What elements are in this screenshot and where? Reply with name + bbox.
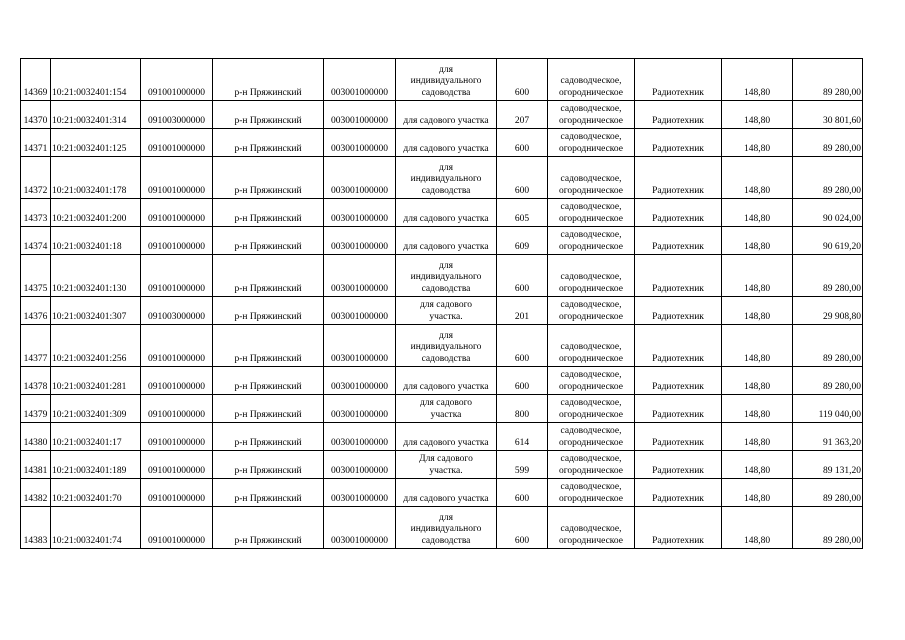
permitted-use-line: участка. [429, 465, 463, 476]
land-category-cell [548, 199, 635, 227]
permitted-use-cell [396, 325, 497, 367]
permitted-use-cell [396, 227, 497, 255]
permitted-use-cell [396, 199, 497, 227]
group-name-cell: Радиотехник [635, 199, 722, 227]
cadastral-value-cell: 90 024,00 [793, 199, 863, 227]
cadastral-value-cell: 89 280,00 [793, 507, 863, 549]
permitted-use-line: садоводства [421, 283, 471, 294]
rate-cell: 148,80 [722, 101, 793, 129]
row-number-cell: 14372 [21, 157, 51, 199]
land-category-line: садоводческое, [560, 174, 622, 184]
cadastral-value-cell: 29 908,80 [793, 297, 863, 325]
cadastral-number-cell: 10:21:0032401:154 [51, 59, 141, 101]
area-cell: 600 [497, 367, 548, 395]
okato-code-cell: 091001000000 [141, 325, 213, 367]
land-category-line: огородническое [558, 87, 624, 98]
oktmo-code-cell: 003001000000 [324, 479, 396, 507]
permitted-use-cell [396, 101, 497, 129]
group-name-cell: Радиотехник [635, 423, 722, 451]
land-category-cell [548, 367, 635, 395]
oktmo-code-cell: 003001000000 [324, 423, 396, 451]
permitted-use-line: индивидуального [410, 174, 482, 184]
cadastral-value-cell: 90 619,20 [793, 227, 863, 255]
group-name-cell: Радиотехник [635, 451, 722, 479]
permitted-use-line: для садового участка [403, 241, 489, 252]
oktmo-code-cell: 003001000000 [324, 199, 396, 227]
okato-code-cell: 091001000000 [141, 479, 213, 507]
land-category-line: садоводческое, [560, 104, 622, 114]
area-cell: 614 [497, 423, 548, 451]
land-category-line: огородническое [558, 353, 624, 364]
cadastral-value-cell: 119 040,00 [793, 395, 863, 423]
permitted-use-line: для садового участка [403, 437, 489, 448]
land-category-line: садоводческое, [560, 300, 622, 310]
row-number-cell: 14375 [21, 255, 51, 297]
permitted-use-line: для садового участка [403, 381, 489, 392]
land-category-line: садоводческое, [560, 202, 622, 212]
table-row [21, 507, 863, 549]
row-number-cell: 14382 [21, 479, 51, 507]
permitted-use-line: для садового участка [403, 115, 489, 126]
okato-code-cell: 091001000000 [141, 227, 213, 255]
land-category-cell [548, 507, 635, 549]
land-category-line: садоводческое, [560, 524, 622, 534]
okato-code-cell: 091003000000 [141, 297, 213, 325]
okato-code-cell: 091001000000 [141, 59, 213, 101]
group-name-cell: Радиотехник [635, 479, 722, 507]
okato-code-cell: 091001000000 [141, 255, 213, 297]
permitted-use-cell [396, 59, 497, 101]
table-row [21, 227, 863, 255]
land-category-line: садоводческое, [560, 132, 622, 142]
table-row [21, 59, 863, 101]
permitted-use-line: индивидуального [410, 524, 482, 534]
permitted-use-line: для садового участка [403, 213, 489, 224]
cadastral-value-cell: 89 131,20 [793, 451, 863, 479]
area-cell: 600 [497, 59, 548, 101]
permitted-use-line: участка [430, 409, 462, 420]
permitted-use-line: индивидуального [410, 272, 482, 282]
permitted-use-line: для [439, 512, 453, 523]
okato-code-cell: 091003000000 [141, 101, 213, 129]
land-category-cell [548, 129, 635, 157]
land-category-line: огородническое [558, 465, 624, 476]
cadastral-number-cell: 10:21:0032401:17 [51, 423, 141, 451]
permitted-use-line: индивидуального [410, 342, 482, 352]
cadastral-value-cell: 30 801,60 [793, 101, 863, 129]
land-category-cell [548, 59, 635, 101]
land-category-line: садоводческое, [560, 398, 622, 408]
land-category-cell [548, 297, 635, 325]
oktmo-code-cell: 003001000000 [324, 297, 396, 325]
okato-code-cell: 091001000000 [141, 367, 213, 395]
permitted-use-line: для садового [419, 398, 473, 408]
group-name-cell: Радиотехник [635, 227, 722, 255]
land-category-line: огородническое [558, 437, 624, 448]
cadastral-value-cell: 89 280,00 [793, 59, 863, 101]
land-category-line: огородническое [558, 115, 624, 126]
rate-cell: 148,80 [722, 325, 793, 367]
permitted-use-line: для [439, 330, 453, 341]
land-category-cell [548, 101, 635, 129]
permitted-use-line: садоводства [421, 185, 471, 196]
rate-cell: 148,80 [722, 297, 793, 325]
district-cell: р-н Пряжинский [213, 297, 324, 325]
table-row [21, 157, 863, 199]
area-cell: 207 [497, 101, 548, 129]
table-row [21, 199, 863, 227]
table-row [21, 101, 863, 129]
permitted-use-cell [396, 395, 497, 423]
table-row [21, 325, 863, 367]
oktmo-code-cell: 003001000000 [324, 367, 396, 395]
okato-code-cell: 091001000000 [141, 129, 213, 157]
permitted-use-line: садоводства [421, 535, 471, 546]
district-cell: р-н Пряжинский [213, 199, 324, 227]
rate-cell: 148,80 [722, 367, 793, 395]
rate-cell: 148,80 [722, 507, 793, 549]
row-number-cell: 14381 [21, 451, 51, 479]
area-cell: 600 [497, 255, 548, 297]
permitted-use-line: для [439, 162, 453, 173]
land-category-line: огородническое [558, 311, 624, 322]
land-category-cell [548, 255, 635, 297]
land-category-line: огородническое [558, 143, 624, 154]
oktmo-code-cell: 003001000000 [324, 59, 396, 101]
land-category-cell [548, 157, 635, 199]
permitted-use-cell [396, 255, 497, 297]
group-name-cell: Радиотехник [635, 59, 722, 101]
cadastral-value-cell: 89 280,00 [793, 325, 863, 367]
district-cell: р-н Пряжинский [213, 157, 324, 199]
land-category-line: садоводческое, [560, 76, 622, 86]
table-row [21, 255, 863, 297]
district-cell: р-н Пряжинский [213, 101, 324, 129]
group-name-cell: Радиотехник [635, 297, 722, 325]
group-name-cell: Радиотехник [635, 507, 722, 549]
oktmo-code-cell: 003001000000 [324, 101, 396, 129]
cadastral-number-cell: 10:21:0032401:281 [51, 367, 141, 395]
okato-code-cell: 091001000000 [141, 199, 213, 227]
cadastral-number-cell: 10:21:0032401:200 [51, 199, 141, 227]
cadastral-number-cell: 10:21:0032401:307 [51, 297, 141, 325]
area-cell: 600 [497, 325, 548, 367]
land-category-line: садоводческое, [560, 230, 622, 240]
land-category-line: садоводческое, [560, 454, 622, 464]
oktmo-code-cell: 003001000000 [324, 325, 396, 367]
district-cell: р-н Пряжинский [213, 325, 324, 367]
row-number-cell: 14369 [21, 59, 51, 101]
oktmo-code-cell: 003001000000 [324, 227, 396, 255]
table-row [21, 367, 863, 395]
oktmo-code-cell: 003001000000 [324, 507, 396, 549]
cadastral-number-cell: 10:21:0032401:189 [51, 451, 141, 479]
row-number-cell: 14380 [21, 423, 51, 451]
group-name-cell: Радиотехник [635, 395, 722, 423]
permitted-use-cell [396, 451, 497, 479]
land-category-line: огородническое [558, 535, 624, 546]
land-category-line: огородническое [558, 493, 624, 504]
district-cell: р-н Пряжинский [213, 423, 324, 451]
permitted-use-cell [396, 367, 497, 395]
permitted-use-line: садоводства [421, 353, 471, 364]
cadastral-number-cell: 10:21:0032401:178 [51, 157, 141, 199]
okato-code-cell: 091001000000 [141, 395, 213, 423]
land-category-line: садоводческое, [560, 370, 622, 380]
oktmo-code-cell: 003001000000 [324, 129, 396, 157]
permitted-use-line: для садового участка [403, 143, 489, 154]
permitted-use-cell [396, 129, 497, 157]
land-category-line: огородническое [558, 213, 624, 224]
rate-cell: 148,80 [722, 395, 793, 423]
oktmo-code-cell: 003001000000 [324, 395, 396, 423]
row-number-cell: 14376 [21, 297, 51, 325]
cadastral-number-cell: 10:21:0032401:74 [51, 507, 141, 549]
cadastral-value-cell: 89 280,00 [793, 367, 863, 395]
land-category-line: огородническое [558, 409, 624, 420]
land-category-line: садоводческое, [560, 426, 622, 436]
land-category-line: садоводческое, [560, 342, 622, 352]
oktmo-code-cell: 003001000000 [324, 157, 396, 199]
permitted-use-line: для [439, 64, 453, 75]
row-number-cell: 14377 [21, 325, 51, 367]
district-cell: р-н Пряжинский [213, 507, 324, 549]
table-row [21, 129, 863, 157]
table-row [21, 395, 863, 423]
row-number-cell: 14373 [21, 199, 51, 227]
land-category-cell [548, 451, 635, 479]
land-category-cell [548, 395, 635, 423]
district-cell: р-н Пряжинский [213, 479, 324, 507]
cadastral-value-cell: 91 363,20 [793, 423, 863, 451]
land-registry-table [20, 58, 863, 549]
okato-code-cell: 091001000000 [141, 157, 213, 199]
permitted-use-cell [396, 423, 497, 451]
cadastral-value-cell: 89 280,00 [793, 255, 863, 297]
permitted-use-line: садоводства [421, 87, 471, 98]
district-cell: р-н Пряжинский [213, 129, 324, 157]
row-number-cell: 14383 [21, 507, 51, 549]
row-number-cell: 14370 [21, 101, 51, 129]
table-row [21, 297, 863, 325]
rate-cell: 148,80 [722, 451, 793, 479]
group-name-cell: Радиотехник [635, 325, 722, 367]
permitted-use-line: индивидуального [410, 76, 482, 86]
group-name-cell: Радиотехник [635, 157, 722, 199]
oktmo-code-cell: 003001000000 [324, 451, 396, 479]
area-cell: 800 [497, 395, 548, 423]
land-category-line: садоводческое, [560, 482, 622, 492]
table-row [21, 423, 863, 451]
permitted-use-cell [396, 297, 497, 325]
permitted-use-cell [396, 507, 497, 549]
district-cell: р-н Пряжинский [213, 367, 324, 395]
area-cell: 201 [497, 297, 548, 325]
permitted-use-line: для [439, 260, 453, 271]
land-category-line: огородническое [558, 241, 624, 252]
table-row [21, 451, 863, 479]
rate-cell: 148,80 [722, 255, 793, 297]
permitted-use-line: для садового участка [403, 493, 489, 504]
land-category-line: огородническое [558, 381, 624, 392]
district-cell: р-н Пряжинский [213, 451, 324, 479]
row-number-cell: 14379 [21, 395, 51, 423]
rate-cell: 148,80 [722, 59, 793, 101]
rate-cell: 148,80 [722, 129, 793, 157]
cadastral-number-cell: 10:21:0032401:125 [51, 129, 141, 157]
rate-cell: 148,80 [722, 199, 793, 227]
okato-code-cell: 091001000000 [141, 451, 213, 479]
cadastral-value-cell: 89 280,00 [793, 157, 863, 199]
land-category-cell [548, 227, 635, 255]
group-name-cell: Радиотехник [635, 367, 722, 395]
row-number-cell: 14378 [21, 367, 51, 395]
area-cell: 609 [497, 227, 548, 255]
row-number-cell: 14374 [21, 227, 51, 255]
area-cell: 600 [497, 129, 548, 157]
area-cell: 600 [497, 507, 548, 549]
okato-code-cell: 091001000000 [141, 507, 213, 549]
land-category-line: садоводческое, [560, 272, 622, 282]
okato-code-cell: 091001000000 [141, 423, 213, 451]
permitted-use-cell [396, 479, 497, 507]
cadastral-value-cell: 89 280,00 [793, 479, 863, 507]
cadastral-number-cell: 10:21:0032401:314 [51, 101, 141, 129]
land-category-cell [548, 423, 635, 451]
table-row [21, 479, 863, 507]
group-name-cell: Радиотехник [635, 101, 722, 129]
area-cell: 599 [497, 451, 548, 479]
land-category-cell [548, 479, 635, 507]
oktmo-code-cell: 003001000000 [324, 255, 396, 297]
land-category-line: огородническое [558, 185, 624, 196]
group-name-cell: Радиотехник [635, 129, 722, 157]
permitted-use-cell [396, 157, 497, 199]
cadastral-number-cell: 10:21:0032401:18 [51, 227, 141, 255]
permitted-use-line: участка. [429, 311, 463, 322]
permitted-use-line: Для садового [419, 454, 473, 464]
cadastral-number-cell: 10:21:0032401:70 [51, 479, 141, 507]
group-name-cell: Радиотехник [635, 255, 722, 297]
rate-cell: 148,80 [722, 227, 793, 255]
cadastral-value-cell: 89 280,00 [793, 129, 863, 157]
land-category-cell [548, 325, 635, 367]
land-category-line: огородническое [558, 283, 624, 294]
row-number-cell: 14371 [21, 129, 51, 157]
area-cell: 600 [497, 479, 548, 507]
cadastral-number-cell: 10:21:0032401:309 [51, 395, 141, 423]
rate-cell: 148,80 [722, 479, 793, 507]
district-cell: р-н Пряжинский [213, 59, 324, 101]
cadastral-number-cell: 10:21:0032401:130 [51, 255, 141, 297]
district-cell: р-н Пряжинский [213, 255, 324, 297]
rate-cell: 148,80 [722, 423, 793, 451]
area-cell: 605 [497, 199, 548, 227]
district-cell: р-н Пряжинский [213, 395, 324, 423]
permitted-use-line: для садового [419, 300, 473, 310]
cadastral-number-cell: 10:21:0032401:256 [51, 325, 141, 367]
table-body [21, 59, 863, 549]
area-cell: 600 [497, 157, 548, 199]
rate-cell: 148,80 [722, 157, 793, 199]
district-cell: р-н Пряжинский [213, 227, 324, 255]
